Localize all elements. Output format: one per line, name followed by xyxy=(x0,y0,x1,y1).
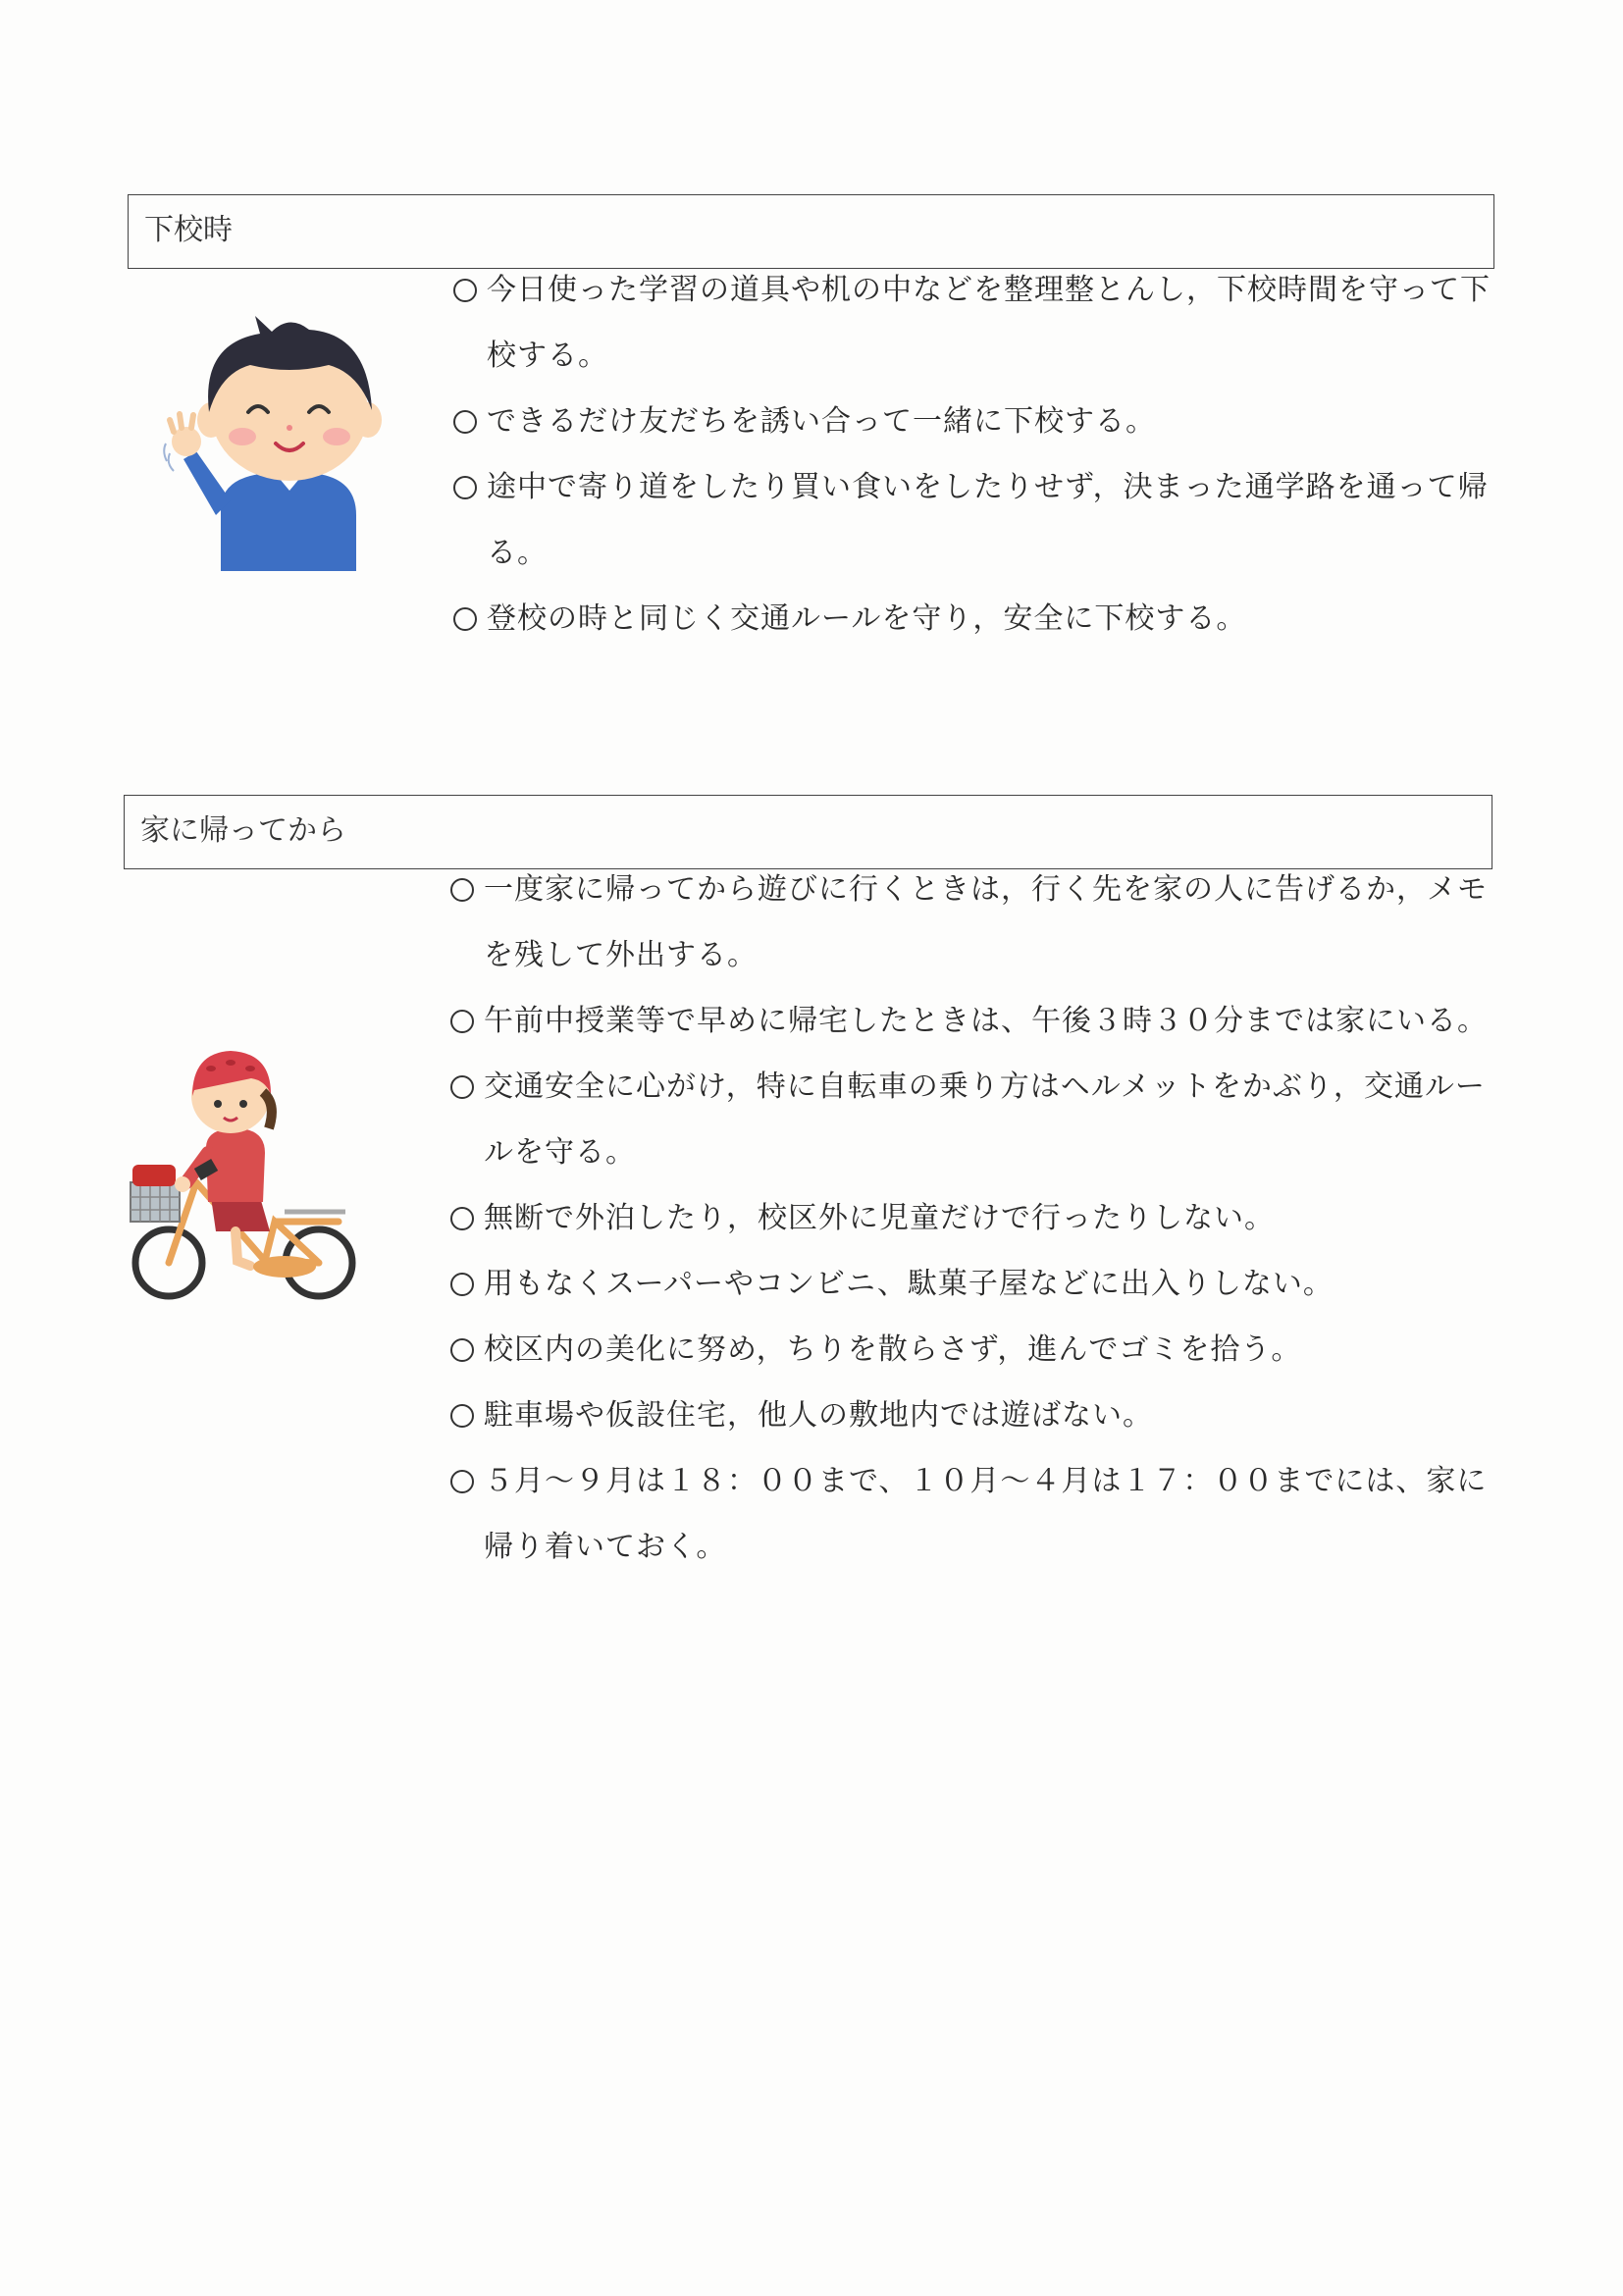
list-item: 途中で寄り道をしたり買い食いをしたりせず，決まった通学路を通って帰る。 xyxy=(453,454,1493,586)
cyclist-child-icon xyxy=(128,1035,363,1315)
list-item: 交通安全に心がけ，特に自転車の乗り方はヘルメットをかぶり，交通ルールを守る。 xyxy=(450,1054,1492,1185)
dismissal-rules-list xyxy=(453,257,1493,652)
section-header-dismissal: 下校時 xyxy=(128,194,1494,269)
list-item: できるだけ友だちを誘い合って一緒に下校する。 xyxy=(453,389,1493,454)
list-item: 午前中授業等で早めに帰宅したときは、午後３時３０分までは家にいる。 xyxy=(450,988,1492,1054)
list-item: 登校の時と同じく交通ルールを守り，安全に下校する。 xyxy=(453,586,1493,652)
section-header-after-school: 家に帰ってから xyxy=(124,795,1492,869)
list-item: 用もなくスーパーやコンビニ、駄菓子屋などに出入りしない。 xyxy=(450,1251,1492,1317)
list-item: 無断で外泊したり，校区外に児童だけで行ったりしない。 xyxy=(450,1185,1492,1251)
list-item: 今日使った学習の道具や机の中などを整理整とんし，下校時間を守って下校する。 xyxy=(453,257,1493,389)
waving-boy-icon xyxy=(162,304,397,579)
list-item: 駐車場や仮設住宅，他人の敷地内では遊ばない。 xyxy=(450,1383,1492,1448)
list-item: 校区内の美化に努め，ちりを散らさず，進んでゴミを拾う。 xyxy=(450,1317,1492,1383)
after-school-rules-list xyxy=(450,857,1492,1580)
list-item: 一度家に帰ってから遊びに行くときは，行く先を家の人に告げるか，メモを残して外出する。 xyxy=(450,857,1492,988)
list-item: ５月～９月は１８：００まで、１０月～４月は１７：００までには、家に帰り着いておく。 xyxy=(450,1448,1492,1580)
